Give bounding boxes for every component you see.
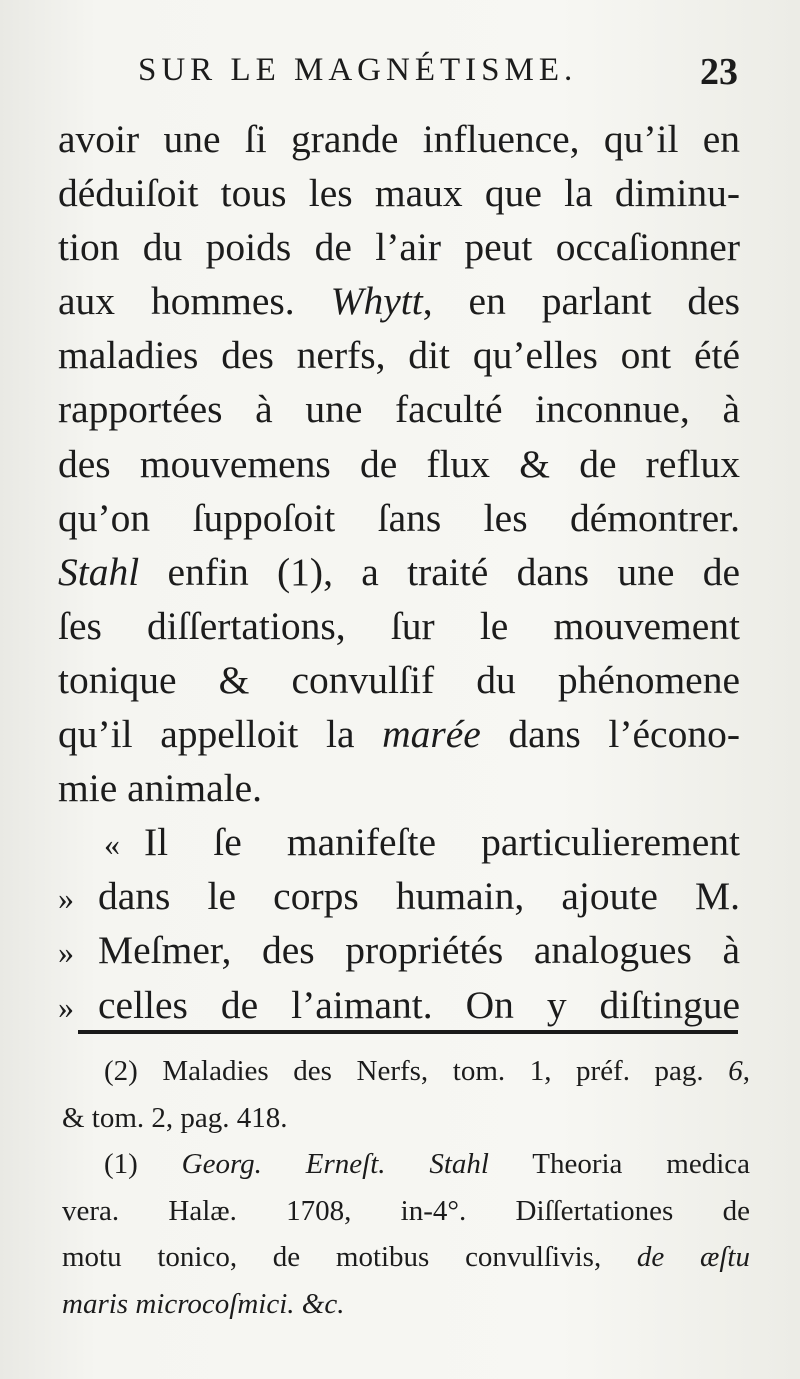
- text-line: [58, 707, 740, 761]
- main-text: [58, 112, 740, 1032]
- text-segment: dans le corps humain, ajoute M.: [98, 874, 740, 919]
- text-segment: Il ſe manifeſte particulierement: [144, 820, 740, 865]
- text-segment: Meſmer, des propriétés analogues à: [98, 928, 740, 973]
- footnote-line: [62, 1141, 750, 1188]
- text-line: des mouvemens de flux & de reflux: [58, 441, 740, 486]
- text-line: avoir une ſi grande influence, qu’il en: [58, 117, 740, 161]
- text-line: tonique & convulſif du phénomene: [58, 657, 740, 702]
- text-line: mie animale.: [58, 766, 262, 811]
- text-segment: motu tonico, de motibus convulſivis,: [62, 1241, 637, 1273]
- text-segment: de æſtu: [636, 1241, 750, 1273]
- text-segment: (1): [104, 1148, 182, 1180]
- quote-line: [58, 923, 740, 977]
- emphasis-maree: marée: [382, 712, 481, 757]
- footnote-line: & tom. 2, pag. 418.: [62, 1101, 288, 1134]
- quote-mark: «: [104, 826, 120, 863]
- text-segment: aux hommes.: [58, 279, 331, 324]
- text-line: ſes diſſertations, ſur le mouvement: [58, 603, 740, 648]
- quote-line: [58, 815, 740, 869]
- quote-mark: »: [58, 934, 74, 971]
- text-segment: (2) Maladies des Nerfs, tom. 1, préf. pag.: [104, 1055, 729, 1087]
- footnote-line: maris microcoſmici. &c.: [62, 1287, 345, 1320]
- quote-mark: »: [58, 880, 74, 917]
- quote-line: [58, 869, 740, 923]
- quote-line: [58, 978, 740, 1032]
- text-segment: 6: [728, 1055, 743, 1087]
- text-line: [58, 274, 740, 328]
- footnotes: [62, 1048, 750, 1327]
- footnote-line: [62, 1048, 750, 1095]
- text-line: tion du poids de l’air peut occaſionner: [58, 225, 740, 270]
- author-name-stahl: Stahl: [58, 549, 140, 594]
- text-segment: enfin (1), a traité dans une de: [139, 549, 740, 594]
- page-number: 23: [700, 51, 738, 93]
- footnote-line: [62, 1234, 750, 1281]
- text-segment: ,: [742, 1055, 750, 1087]
- footnote-divider: [78, 1030, 738, 1034]
- footnote-line: vera. Halæ. 1708, in-4°. Diſſertationes de: [62, 1194, 750, 1227]
- text-line: [58, 545, 740, 599]
- text-segment: dans l’écono-: [480, 712, 740, 757]
- author-name: Georg. Erneſt. Stahl: [181, 1148, 489, 1180]
- text-line: déduiſoit tous les maux que la diminu-: [58, 171, 740, 216]
- text-line: maladies des nerfs, dit qu’elles ont été: [58, 333, 740, 378]
- text-line: qu’on ſuppoſoit ſans les démontrer.: [58, 495, 740, 540]
- quote-mark: »: [58, 988, 74, 1025]
- text-line: rapportées à une faculté inconnue, à: [58, 387, 740, 432]
- text-segment: qu’il appelloit la: [58, 712, 383, 757]
- text-segment: Theoria medica: [488, 1148, 750, 1180]
- text-segment: , en parlant des: [422, 279, 740, 324]
- running-head: SUR LE MAGNÉTISME.: [138, 52, 578, 88]
- author-name-whytt: Whytt: [330, 279, 423, 324]
- page-header: [138, 52, 738, 98]
- text-segment: celles de l’aimant. On y diſtingue: [98, 982, 740, 1027]
